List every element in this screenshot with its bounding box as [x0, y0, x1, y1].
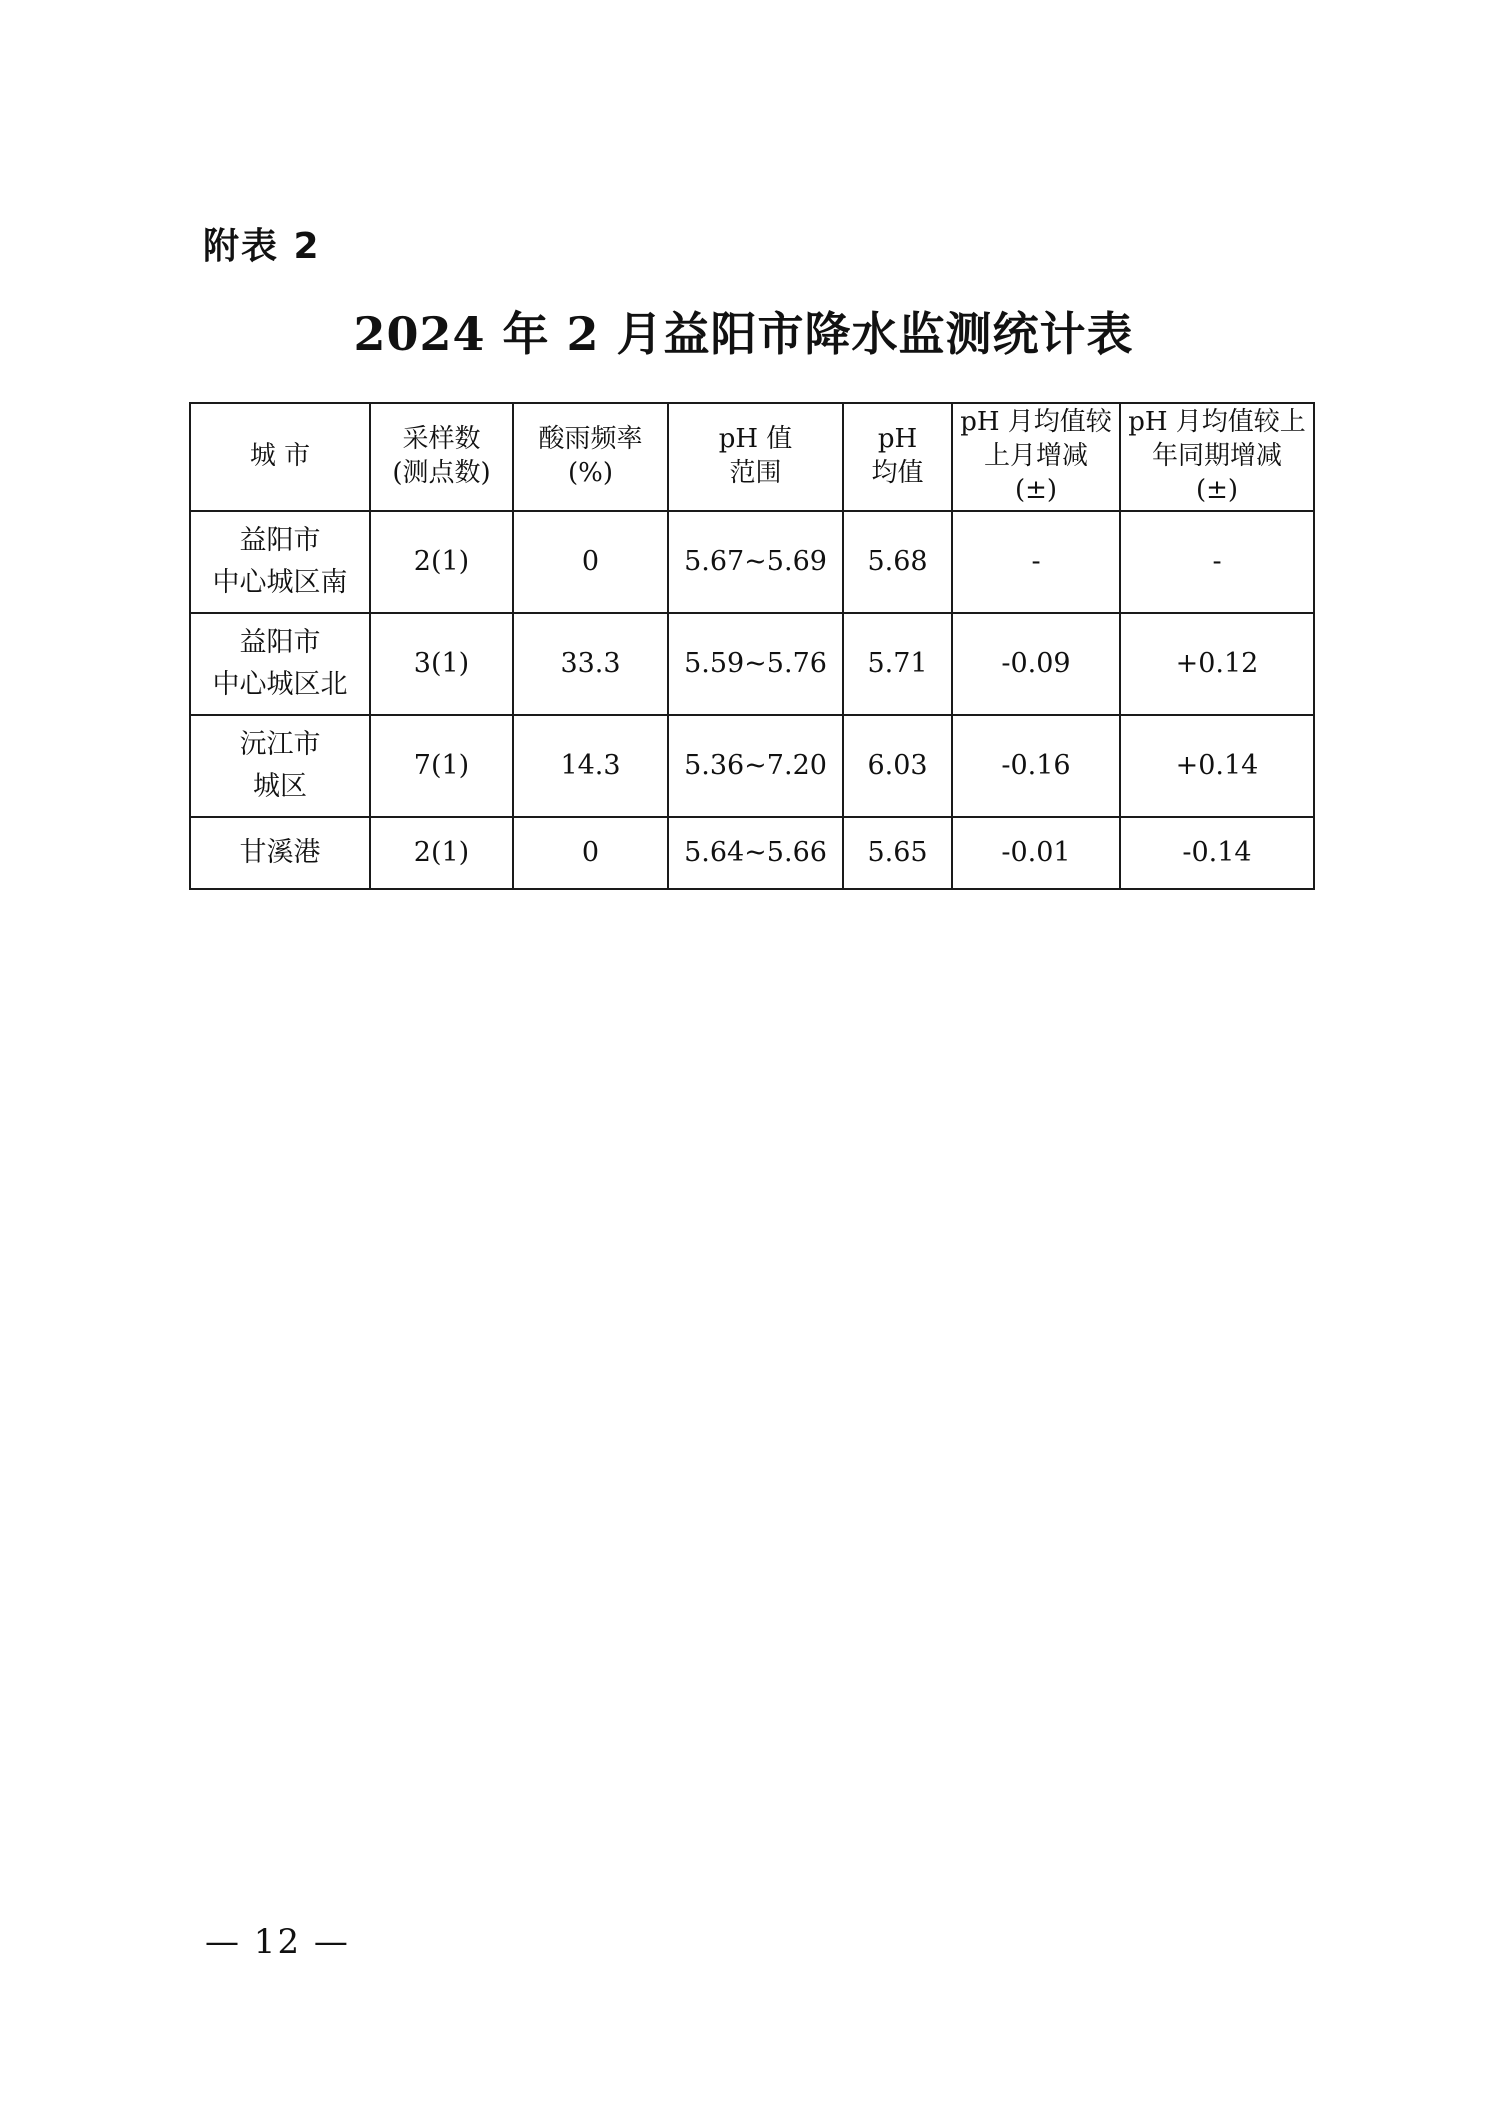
table-row [190, 511, 1314, 613]
table-row [190, 613, 1314, 715]
precipitation-stats-table [189, 402, 1315, 890]
cell-acid-rain-frequency: 33.3 [513, 613, 668, 715]
header-ph-mean: pH 均值 [843, 403, 952, 511]
cell-sample-count: 7(1) [370, 715, 513, 817]
cell-ph-change-vs-last-month: -0.16 [952, 715, 1120, 817]
cell-acid-rain-frequency: 0 [513, 511, 668, 613]
cell-ph-change-vs-last-month: - [952, 511, 1120, 613]
cell-sample-count: 3(1) [370, 613, 513, 715]
cell-ph-range: 5.59~5.76 [668, 613, 843, 715]
cell-ph-range: 5.67~5.69 [668, 511, 843, 613]
table-row [190, 715, 1314, 817]
table-row [190, 817, 1314, 889]
cell-city: 甘溪港 [190, 817, 370, 889]
header-city: 城 市 [190, 403, 370, 511]
header-ph-range: pH 值 范围 [668, 403, 843, 511]
cell-ph-change-vs-last-year: -0.14 [1120, 817, 1314, 889]
cell-ph-mean: 6.03 [843, 715, 952, 817]
cell-ph-range: 5.64~5.66 [668, 817, 843, 889]
page-title: 2024 年 2 月益阳市降水监测统计表 [353, 307, 1134, 361]
cell-sample-count: 2(1) [370, 511, 513, 613]
annex-label: 附表 2 [203, 226, 321, 267]
header-acid-rain-frequency: 酸雨频率 (%) [513, 403, 668, 511]
header-ph-change-vs-last-month: pH 月均值较 上月增减 (±) [952, 403, 1120, 511]
cell-ph-change-vs-last-year: +0.14 [1120, 715, 1314, 817]
cell-acid-rain-frequency: 0 [513, 817, 668, 889]
cell-ph-mean: 5.65 [843, 817, 952, 889]
cell-ph-change-vs-last-year: - [1120, 511, 1314, 613]
cell-ph-mean: 5.68 [843, 511, 952, 613]
cell-ph-change-vs-last-year: +0.12 [1120, 613, 1314, 715]
cell-ph-change-vs-last-month: -0.09 [952, 613, 1120, 715]
cell-sample-count: 2(1) [370, 817, 513, 889]
cell-city: 益阳市 中心城区南 [190, 511, 370, 613]
cell-ph-mean: 5.71 [843, 613, 952, 715]
page-number: — 12 — [205, 1922, 350, 1962]
header-ph-change-vs-last-year: pH 月均值较上 年同期增减 (±) [1120, 403, 1314, 511]
cell-city: 益阳市 中心城区北 [190, 613, 370, 715]
cell-city: 沅江市 城区 [190, 715, 370, 817]
header-row [190, 403, 1314, 511]
header-sample-count: 采样数 (测点数) [370, 403, 513, 511]
cell-ph-change-vs-last-month: -0.01 [952, 817, 1120, 889]
cell-acid-rain-frequency: 14.3 [513, 715, 668, 817]
cell-ph-range: 5.36~7.20 [668, 715, 843, 817]
